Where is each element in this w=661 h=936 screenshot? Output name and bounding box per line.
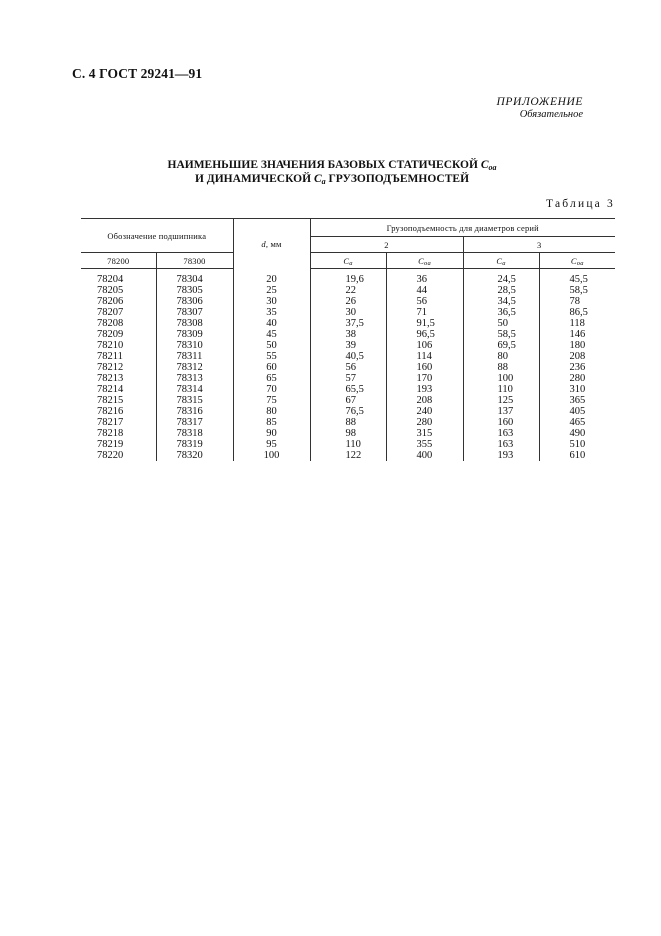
cell-designation-78200: 78209 [97, 329, 124, 340]
cell-diameter: 65 [233, 373, 310, 384]
cell-coa-series-3: 490 [539, 428, 615, 439]
cell-designation-78200: 78216 [97, 406, 124, 417]
cell-designation-78300: 78317 [156, 417, 233, 428]
cell-ca-series-2: 38 [310, 329, 386, 340]
cell-coa-series-2: 208 [386, 395, 463, 406]
cell-designation-78200: 78211 [97, 351, 123, 362]
cell-coa-series-2: 315 [386, 428, 463, 439]
cell-coa-series-3: 78 [539, 296, 615, 307]
cell-designation-78300: 78320 [156, 450, 233, 461]
cell-ca-series-3: 193 [463, 450, 539, 461]
cell-designation-78200: 78217 [97, 417, 124, 428]
cell-ca-series-2: 40,5 [310, 351, 386, 362]
cell-designation-78200: 78215 [97, 395, 124, 406]
cell-ca-series-2: 98 [310, 428, 386, 439]
cell-ca-series-2: 88 [310, 417, 386, 428]
cell-ca-series-3: 125 [463, 395, 539, 406]
title-line-1-subscript: oa [488, 163, 497, 172]
cell-ca-series-3: 163 [463, 428, 539, 439]
appendix-label: ПРИЛОЖЕНИЕ [496, 96, 583, 108]
cell-designation-78300: 78308 [156, 318, 233, 329]
cell-coa-series-3: 236 [539, 362, 615, 373]
cell-coa-series-2: 193 [386, 384, 463, 395]
table-row [81, 307, 615, 318]
cell-designation-78300: 78307 [156, 307, 233, 318]
cell-diameter: 25 [233, 285, 310, 296]
table-body [81, 269, 615, 462]
cell-designation-78200: 78220 [97, 450, 124, 461]
title-line-2-subscript: a [321, 177, 326, 186]
cell-designation-78300: 78314 [156, 384, 233, 395]
cell-ca-series-2: 65,5 [310, 384, 386, 395]
cell-ca-series-3: 36,5 [463, 307, 539, 318]
cell-coa-series-2: 36 [386, 269, 463, 286]
cell-designation-78200: 78213 [97, 373, 124, 384]
cell-coa-series-2: 91,5 [386, 318, 463, 329]
table-row [81, 373, 615, 384]
cell-ca-series-2: 37,5 [310, 318, 386, 329]
cell-coa-series-3: 280 [539, 373, 615, 384]
title-line-1-symbol: C [480, 159, 489, 171]
cell-coa-series-2: 56 [386, 296, 463, 307]
header-col-symbol: C [418, 255, 424, 266]
cell-coa-series-3: 58,5 [539, 285, 615, 296]
header-designation-78200: 78200 [81, 253, 156, 269]
header-col-subscript: a [349, 259, 353, 267]
table-label: Таблица 3 [546, 198, 615, 210]
cell-designation-78200: 78205 [97, 285, 124, 296]
cell-coa-series-2: 106 [386, 340, 463, 351]
cell-diameter: 40 [233, 318, 310, 329]
cell-coa-series-2: 170 [386, 373, 463, 384]
header-series-2: 2 [310, 237, 463, 253]
table-row [81, 384, 615, 395]
table-row [81, 329, 615, 340]
cell-designation-78200: 78208 [97, 318, 124, 329]
cell-coa-series-2: 160 [386, 362, 463, 373]
header-diameter-symbol: d [261, 238, 266, 249]
title-line-1 [80, 158, 584, 172]
cell-ca-series-3: 24,5 [463, 269, 539, 286]
cell-ca-series-3: 160 [463, 417, 539, 428]
cell-ca-series-3: 34,5 [463, 296, 539, 307]
header-col-subscript: a [502, 259, 506, 267]
header-load-capacity: Грузоподъемность для диаметров серий [310, 219, 615, 237]
cell-diameter: 90 [233, 428, 310, 439]
header-designation-78300: 78300 [156, 253, 233, 269]
title-line-2-prefix: И ДИНАМИЧЕСКОЙ [194, 173, 312, 185]
cell-ca-series-3: 88 [463, 362, 539, 373]
cell-ca-series-3: 69,5 [463, 340, 539, 351]
cell-diameter: 60 [233, 362, 310, 373]
cell-designation-78300: 78316 [156, 406, 233, 417]
table-row [81, 450, 615, 461]
cell-coa-series-3: 118 [539, 318, 615, 329]
header-col-symbol: C [496, 255, 503, 266]
cell-designation-78300: 78319 [156, 439, 233, 450]
header-col-symbol: C [570, 255, 577, 266]
header-col-ca-series-2 [310, 253, 386, 269]
header-designation: Обозначение подшипника [81, 219, 233, 253]
cell-coa-series-2: 400 [386, 450, 463, 461]
cell-ca-series-2: 39 [310, 340, 386, 351]
table-row [81, 269, 615, 286]
cell-coa-series-3: 405 [539, 406, 615, 417]
cell-designation-78300: 78315 [156, 395, 233, 406]
cell-coa-series-2: 71 [386, 307, 463, 318]
table-row [81, 428, 615, 439]
cell-diameter: 85 [233, 417, 310, 428]
title-line-2-suffix: ГРУЗОПОДЪЕМНОСТЕЙ [328, 173, 470, 185]
cell-diameter: 35 [233, 307, 310, 318]
cell-ca-series-3: 137 [463, 406, 539, 417]
title-line-2 [80, 172, 584, 186]
table-row [81, 340, 615, 351]
header-col-coa-series-3 [539, 253, 615, 269]
cell-coa-series-3: 465 [539, 417, 615, 428]
cell-designation-78200: 78214 [97, 384, 124, 395]
cell-ca-series-2: 22 [310, 285, 386, 296]
cell-diameter: 80 [233, 406, 310, 417]
cell-coa-series-3: 610 [539, 450, 615, 461]
cell-designation-78200: 78204 [97, 274, 124, 285]
cell-coa-series-3: 86,5 [539, 307, 615, 318]
table-row [81, 351, 615, 362]
cell-coa-series-3: 365 [539, 395, 615, 406]
cell-coa-series-3: 208 [539, 351, 615, 362]
appendix-block [497, 96, 583, 120]
cell-designation-78300: 78318 [156, 428, 233, 439]
cell-coa-series-2: 280 [386, 417, 463, 428]
cell-diameter: 100 [233, 450, 310, 461]
cell-diameter: 75 [233, 395, 310, 406]
table-row [81, 362, 615, 373]
table-row [81, 285, 615, 296]
cell-ca-series-2: 110 [310, 439, 386, 450]
cell-ca-series-2: 67 [310, 395, 386, 406]
cell-designation-78200: 78212 [97, 362, 124, 373]
cell-coa-series-3: 45,5 [539, 269, 615, 286]
header-diameter-unit: , мм [265, 238, 282, 249]
header-diameter [233, 219, 310, 269]
cell-designation-78300: 78312 [156, 362, 233, 373]
cell-ca-series-3: 28,5 [463, 285, 539, 296]
cell-coa-series-3: 310 [539, 384, 615, 395]
page-header: С. 4 ГОСТ 29241—91 [72, 66, 203, 81]
cell-designation-78200: 78210 [97, 340, 124, 351]
cell-ca-series-2: 26 [310, 296, 386, 307]
cell-ca-series-3: 110 [463, 384, 539, 395]
cell-coa-series-2: 355 [386, 439, 463, 450]
cell-ca-series-2: 122 [310, 450, 386, 461]
table-title [80, 158, 584, 186]
cell-coa-series-2: 114 [386, 351, 463, 362]
cell-coa-series-3: 510 [539, 439, 615, 450]
cell-diameter: 45 [233, 329, 310, 340]
header-col-symbol: C [343, 255, 350, 266]
cell-ca-series-3: 100 [463, 373, 539, 384]
cell-designation-78300: 78305 [156, 285, 233, 296]
cell-diameter: 50 [233, 340, 310, 351]
cell-ca-series-3: 58,5 [463, 329, 539, 340]
cell-coa-series-2: 44 [386, 285, 463, 296]
cell-ca-series-3: 163 [463, 439, 539, 450]
cell-ca-series-3: 80 [463, 351, 539, 362]
cell-designation-78200: 78218 [97, 428, 124, 439]
title-line-2-symbol: C [313, 173, 322, 185]
cell-coa-series-2: 96,5 [386, 329, 463, 340]
header-col-subscript: oa [424, 259, 431, 267]
cell-designation-78200: 78206 [97, 296, 124, 307]
cell-ca-series-2: 30 [310, 307, 386, 318]
cell-ca-series-2: 56 [310, 362, 386, 373]
cell-ca-series-3: 50 [463, 318, 539, 329]
header-col-subscript: oa [576, 259, 584, 267]
table-row [81, 395, 615, 406]
cell-diameter: 95 [233, 439, 310, 450]
cell-designation-78300: 78311 [156, 351, 233, 362]
header-series-3: 3 [463, 237, 615, 253]
load-capacity-table [81, 218, 615, 461]
table-row [81, 417, 615, 428]
appendix-status: Обязательное [519, 109, 583, 120]
cell-coa-series-3: 146 [539, 329, 615, 340]
cell-designation-78200: 78207 [97, 307, 124, 318]
cell-diameter: 20 [233, 269, 310, 286]
cell-diameter: 30 [233, 296, 310, 307]
table-row [81, 439, 615, 450]
header-col-ca-series-3 [463, 253, 539, 269]
cell-coa-series-3: 180 [539, 340, 615, 351]
cell-designation-78300: 78313 [156, 373, 233, 384]
table-row [81, 296, 615, 307]
table-row [81, 406, 615, 417]
header-col-coa-series-2 [386, 253, 463, 269]
cell-coa-series-2: 240 [386, 406, 463, 417]
cell-designation-78300: 78306 [156, 296, 233, 307]
cell-designation-78200: 78219 [97, 439, 124, 450]
cell-ca-series-2: 57 [310, 373, 386, 384]
table-row [81, 318, 615, 329]
cell-designation-78300: 78304 [156, 269, 233, 286]
cell-designation-78300: 78309 [156, 329, 233, 340]
cell-designation-78300: 78310 [156, 340, 233, 351]
cell-diameter: 55 [233, 351, 310, 362]
cell-diameter: 70 [233, 384, 310, 395]
cell-ca-series-2: 19,6 [310, 269, 386, 286]
cell-ca-series-2: 76,5 [310, 406, 386, 417]
title-line-1-text: НАИМЕНЬШИЕ ЗНАЧЕНИЯ БАЗОВЫХ СТАТИЧЕСКОЙ [167, 159, 478, 171]
